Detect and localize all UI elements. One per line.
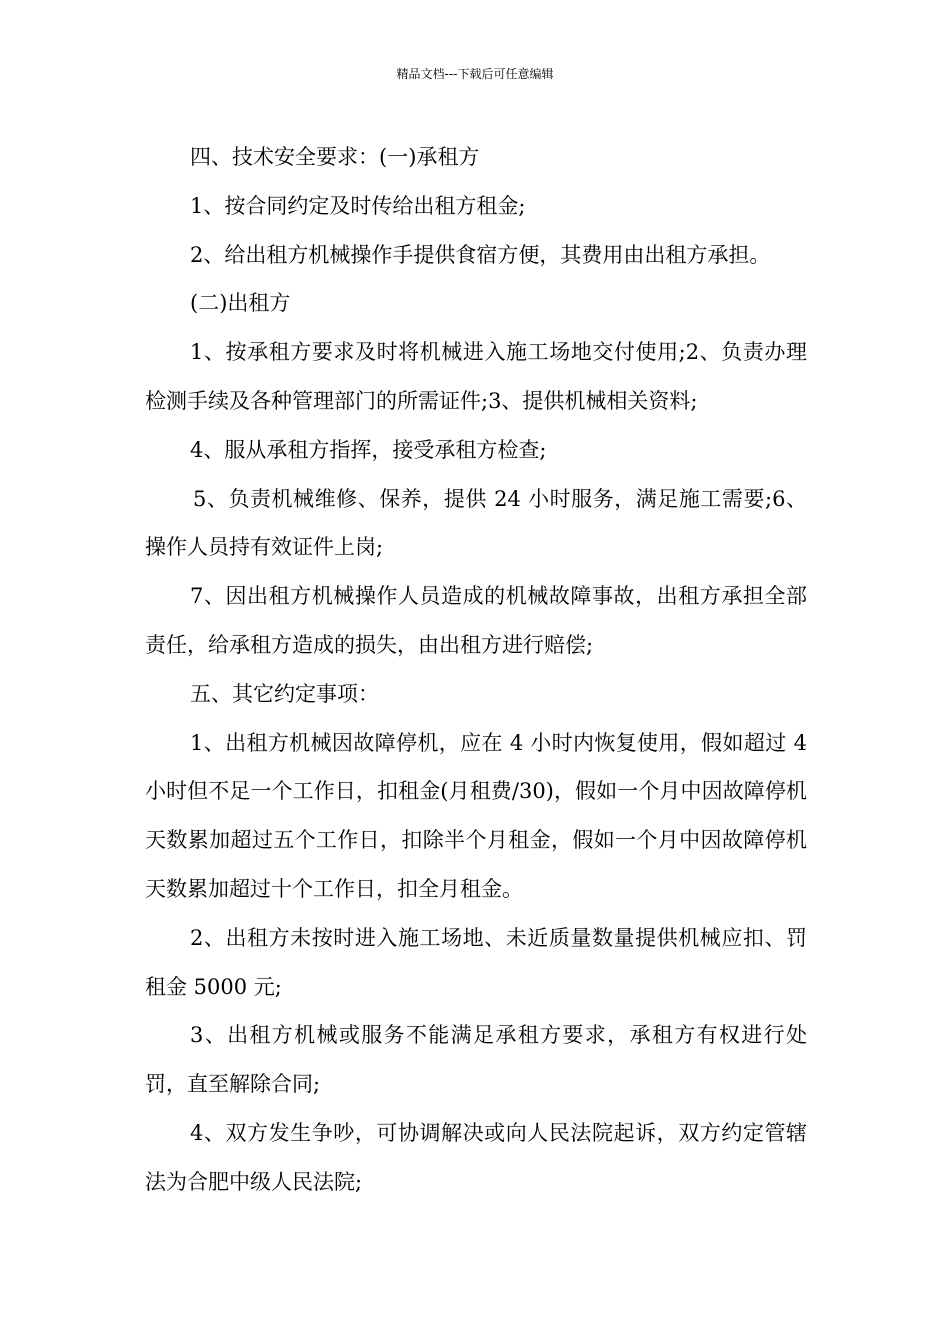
paragraph-other-2: 2、出租方未按时进入施工场地、未近质量数量提供机械应扣、罚租金 5000 元;: [145, 925, 807, 999]
paragraph-lessor-5-6: 5、负责机械维修、保养，提供 24 小时服务，满足施工需要;6、操作人员持有效证件上岗;: [145, 486, 807, 560]
paragraph-lessor-1-3: 1、按承租方要求及时将机械进入施工场地交付使用;2、负责办理检测手续及各种管理部门的所需证件;3、提供机械相关资料;: [145, 340, 807, 413]
paragraph-lessee-1: 1、按合同约定及时传给出租方租金;: [190, 193, 526, 218]
paragraph-lessor-7: 7、因出租方机械操作人员造成的机械故障事故，出租方承担全部责任，给承租方造成的损失，由出租方进行赔偿;: [145, 584, 807, 657]
paragraph-lessor-4: 4、服从承租方指挥，接受承租方检查;: [190, 437, 547, 462]
section-heading-5: 五、其它约定事项：: [190, 681, 379, 706]
paragraph-lessee-2: 2、给出租方机械操作手提供食宿方便，其费用由出租方承担。: [190, 242, 771, 267]
paragraph-other-3: 3、出租方机械或服务不能满足承租方要求，承租方有权进行处罚，直至解除合同;: [145, 1023, 807, 1097]
page-header: 精品文档---下载后可任意编辑: [396, 67, 554, 81]
subsection-heading-lessor: (二)出租方: [190, 291, 291, 316]
paragraph-other-1: 1、出租方机械因故障停机，应在 4 小时内恢复使用，假如超过 4 小时但不足一个工作日，扣租金(月租费/30)，假如一个月中因故障停机天数累加超过五个工作日，扣除半个月租金，假如一个月中因故障停机天数累加超过十个工作日，扣全月租金。: [145, 730, 807, 901]
section-heading-4: 四、技术安全要求：(一)承租方: [190, 145, 480, 169]
document-body: [145, 133, 807, 1207]
paragraph-other-4: 4、双方发生争吵，可协调解决或向人民法院起诉，双方约定管辖法为合肥中级人民法院;: [145, 1120, 807, 1194]
